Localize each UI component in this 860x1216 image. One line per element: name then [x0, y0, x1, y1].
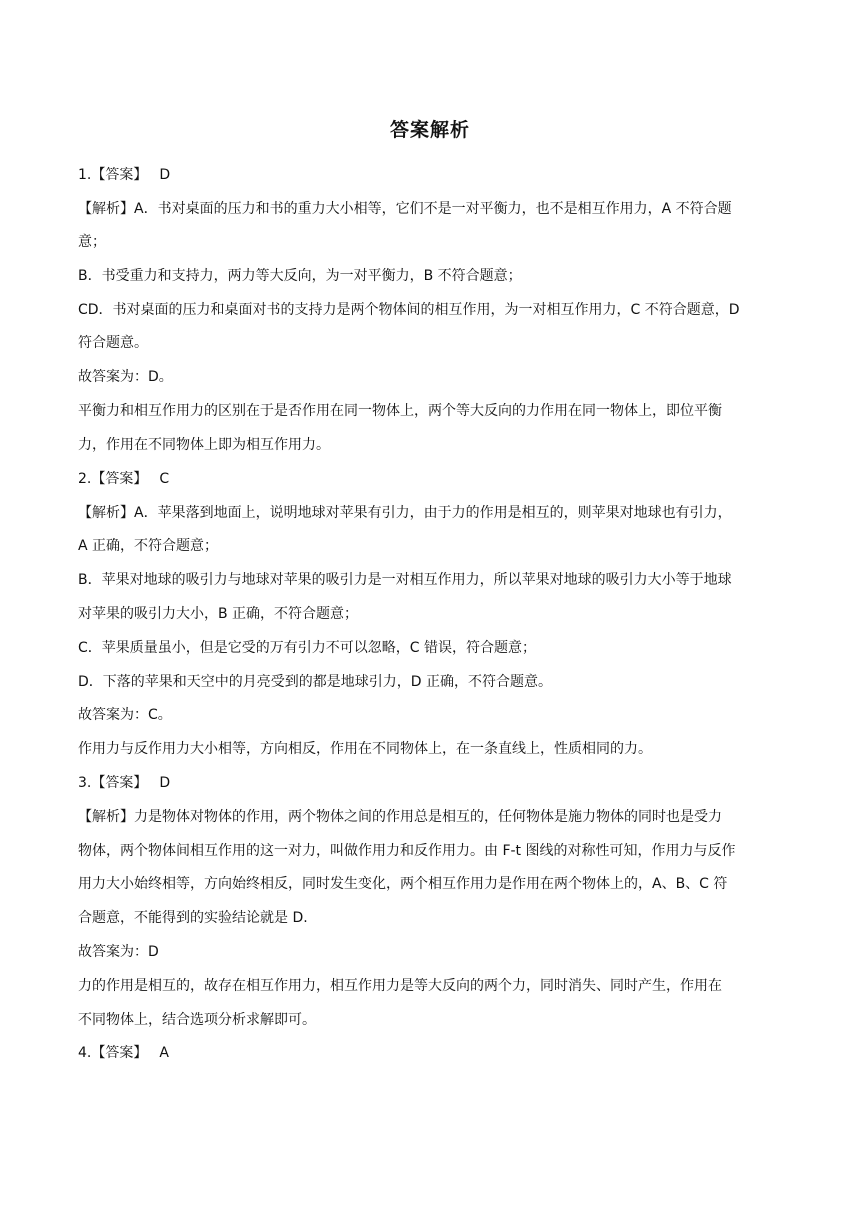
- answer-value: A: [159, 1045, 169, 1061]
- text-line: 力的作用是相互的，故存在相互作用力，相互作用力是等大反向的两个力，同时消失、同时产生，作用在: [78, 978, 722, 994]
- text-line: CD．书对桌面的压力和桌面对书的支持力是两个物体间的相互作用，为一对相互作用力，C 不符合题意，D: [78, 302, 740, 318]
- answer-heading-1: [78, 165, 788, 185]
- answer-heading-3: [78, 773, 788, 793]
- text-line: A 正确，不符合题意；: [78, 538, 219, 554]
- text-line: 故答案为：D: [78, 944, 159, 960]
- text-line: 力，作用在不同物体上即为相互作用力。: [78, 437, 330, 453]
- text-line: 对苹果的吸引力大小，B 正确，不符合题意；: [78, 606, 359, 622]
- text-line: 意；: [78, 234, 106, 250]
- answer-label: 2.【答案】: [78, 471, 148, 487]
- text-line: 合题意，不能得到的实验结论就是 D.: [78, 910, 308, 926]
- answer-label: 1.【答案】: [78, 167, 148, 183]
- text-line: 用力大小始终相等，方向始终相反，同时发生变化，两个相互作用力是作用在两个物体上的，A、B、C 符: [78, 876, 728, 892]
- text-line: 作用力与反作用力大小相等，方向相反，作用在不同物体上，在一条直线上，性质相同的力。: [78, 741, 652, 757]
- text-line: D．下落的苹果和天空中的月亮受到的都是地球引力，D 正确，不符合题意。: [78, 674, 553, 690]
- text-line: 【解析】A．苹果落到地面上，说明地球对苹果有引力，由于力的作用是相互的，则苹果对地球也有引力，: [78, 505, 732, 521]
- text-line: 不同物体上，结合选项分析求解即可。: [78, 1012, 316, 1028]
- answer-value: D: [159, 775, 171, 791]
- answer-value: D: [159, 167, 171, 183]
- answer-heading-2: [78, 469, 788, 489]
- text-line: B．苹果对地球的吸引力与地球对苹果的吸引力是一对相互作用力，所以苹果对地球的吸引力大小等于地球: [78, 572, 732, 588]
- text-line: 平衡力和相互作用力的区别在于是否作用在同一物体上，两个等大反向的力作用在同一物体上，即位平衡: [78, 403, 722, 419]
- text-line: 符合题意。: [78, 335, 148, 351]
- text-line: 故答案为：D。: [78, 369, 173, 385]
- text-line: 物体，两个物体间相互作用的这一对力，叫做作用力和反作用力。由 F-t 图线的对称性可知，作用力与反作: [78, 843, 736, 859]
- text-line: 故答案为：C。: [78, 707, 172, 723]
- text-line: C．苹果质量虽小，但是它受的万有引力不可以忽略，C 错误，符合题意；: [78, 640, 536, 656]
- text-line: 【解析】力是物体对物体的作用，两个物体之间的作用总是相互的，任何物体是施力物体的同时也是受力: [78, 809, 722, 825]
- text-line: 【解析】A．书对桌面的压力和书的重力大小相等，它们不是一对平衡力，也不是相互作用力，A 不符合题: [78, 201, 732, 217]
- answer-heading-4: [78, 1043, 788, 1063]
- page-title: 答案解析: [389, 119, 470, 141]
- text-line: B．书受重力和支持力，两力等大反向，为一对平衡力，B 不符合题意；: [78, 268, 522, 284]
- answer-label: 3.【答案】: [78, 775, 148, 791]
- answer-label: 4.【答案】: [78, 1045, 148, 1061]
- answer-value: C: [159, 471, 170, 487]
